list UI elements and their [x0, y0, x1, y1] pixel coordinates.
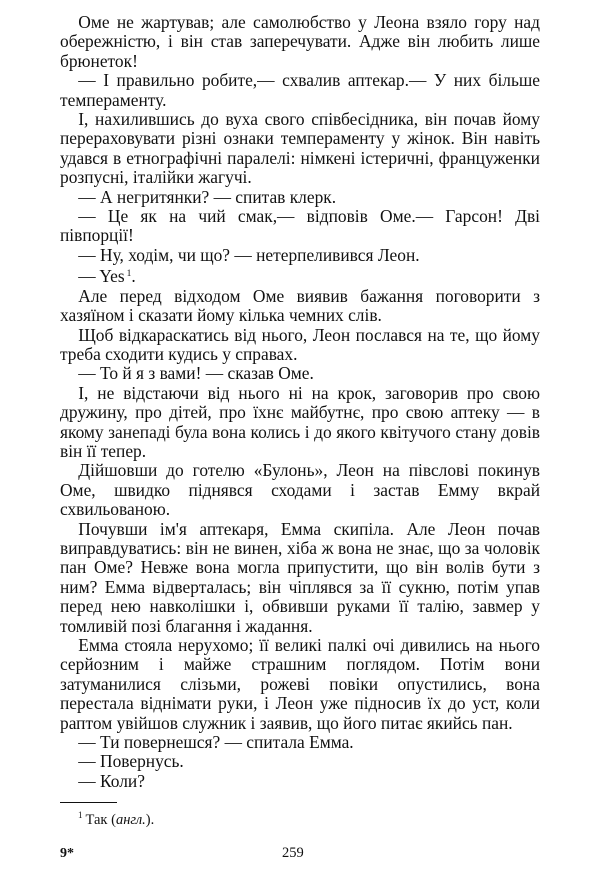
paragraph-16: — Коли?	[78, 770, 145, 791]
page-number: 259	[282, 845, 304, 861]
paragraph-6: — Ну, ходім, чи що? — нетерпеливився Леон.	[78, 244, 420, 265]
footnote	[78, 810, 154, 829]
paragraph-yes	[60, 265, 540, 286]
paragraph-14: — Ти повернешся? — спитала Емма.	[78, 732, 354, 753]
paragraph-5: — Це як на чий смак,— відповів Оме.— Гарсон! Дві півпорції!	[60, 206, 540, 246]
paragraph-4: — А негритянки? — спитав клерк.	[78, 186, 337, 207]
paragraph-11: Дійшовши до готелю «Булонь», Леон на півслові покинув Оме, швидко піднявся сходами і застав Емму вкрай схвильованою.	[60, 460, 540, 520]
yes-period: .	[131, 266, 136, 287]
paragraph-10: І, не відстаючи від нього ні на крок, заговорив про свою дружину, про дітей, про їхнє майбутнє, про свою аптеку — в якому занепаді була вона колись і до якого квітучого стану довів він її тепер.	[60, 382, 540, 461]
footnote-divider	[60, 802, 117, 803]
yes-text: — Yes	[78, 266, 125, 287]
paragraph-13: Емма стояла нерухомо; її великі палкі очі дивились на нього серйозним і майже страшним поглядом. Потім вони затуманилися слізьми, рожеві повіки опустились, вона перестала віднімати руки, і Леон уже підносив їх до уст, коли раптом увійшов служник і заявив, що його питає якийсь пан.	[60, 635, 540, 733]
footnote-reference-mark: 1	[126, 269, 132, 280]
paragraph-7: Але перед відходом Оме виявив бажання поговорити з хазяїном і сказати йому кілька чемних слів.	[60, 285, 540, 326]
printer-signature-mark: 9*	[60, 846, 74, 861]
footnote-mark: 1	[78, 810, 83, 820]
footnote-text-before: Так (	[85, 812, 116, 828]
paragraph-8: Щоб відкараскатись від нього, Леон послався на те, що йому треба сходити кудись у справах.	[60, 324, 540, 364]
paragraph-15: — Повернусь.	[78, 751, 184, 772]
page-text	[60, 13, 540, 791]
paragraph-2: — І правильно робите,— схвалив аптекар.— У них більше темпераменту.	[60, 70, 540, 110]
footnote-text-italic: англ.	[115, 812, 146, 828]
paragraph-9: — То й я з вами! — сказав Оме.	[78, 363, 314, 384]
footnote-text-after: ).	[145, 812, 155, 828]
paragraph-3: І, нахилившись до вуха свого співбесідника, він почав йому перераховувати різні ознаки темпераменту у жінок. Він навіть удався в етнографічні паралелі: німкені істеричні, француженки розпусні, італійки жагучі.	[60, 109, 540, 188]
paragraph-1: Оме не жартував; але самолюбство у Леона взяло гору над обережністю, і він став заперечувати. Адже він любить лише брюнеток!	[60, 12, 540, 71]
paragraph-12: Почувши ім'я аптекаря, Емма скипіла. Але Леон почав виправдуватись: він не винен, хіба ж вона не знає, що за чоловік пан Оме? Невже вона могла припустити, що він волів бути з ним? Емма відверталась; він чіплявся за її сукню, потім упав перед нею навколішки і, обвивши руками її талію, завмер у томливій позі благання і жадання.	[60, 518, 540, 636]
